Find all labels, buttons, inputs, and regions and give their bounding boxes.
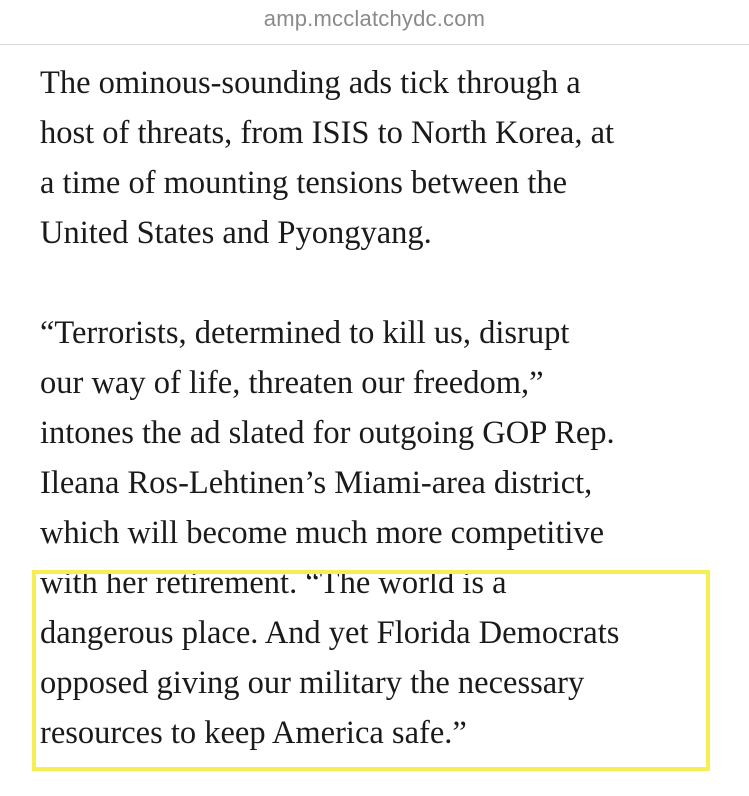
paragraph-line: opposed giving our military the necessary (40, 665, 585, 701)
paragraph-line: which will become much more competitive (40, 515, 605, 551)
paragraph-line: host of threats, from ISIS to North Korea, at (40, 115, 615, 151)
article-body (40, 58, 720, 758)
paragraph-line: a time of mounting tensions between the (40, 165, 568, 201)
address-bar-divider (0, 44, 749, 45)
paragraph-line: intones the ad slated for outgoing GOP Rep. (40, 415, 615, 451)
url-text[interactable]: amp.mcclatchydc.com (263, 6, 486, 31)
paragraph-line: The ominous-sounding ads tick through a (40, 65, 581, 101)
paragraph-line: dangerous place. And yet Florida Democrats (40, 615, 620, 651)
paragraph-line: our way of life, threaten our freedom,” (40, 365, 544, 401)
article-paragraph-1 (40, 58, 720, 258)
paragraph-line: “Terrorists, determined to kill us, disrupt (40, 315, 570, 351)
article-paragraph-2 (40, 308, 720, 758)
address-bar[interactable] (0, 0, 749, 44)
paragraph-line: United States and Pyongyang. (40, 215, 432, 251)
paragraph-line: resources to keep America safe.” (40, 715, 467, 751)
paragraph-line: with her retirement. “The world is a (40, 565, 507, 601)
paragraph-line: Ileana Ros-Lehtinen’s Miami-area district, (40, 465, 593, 501)
